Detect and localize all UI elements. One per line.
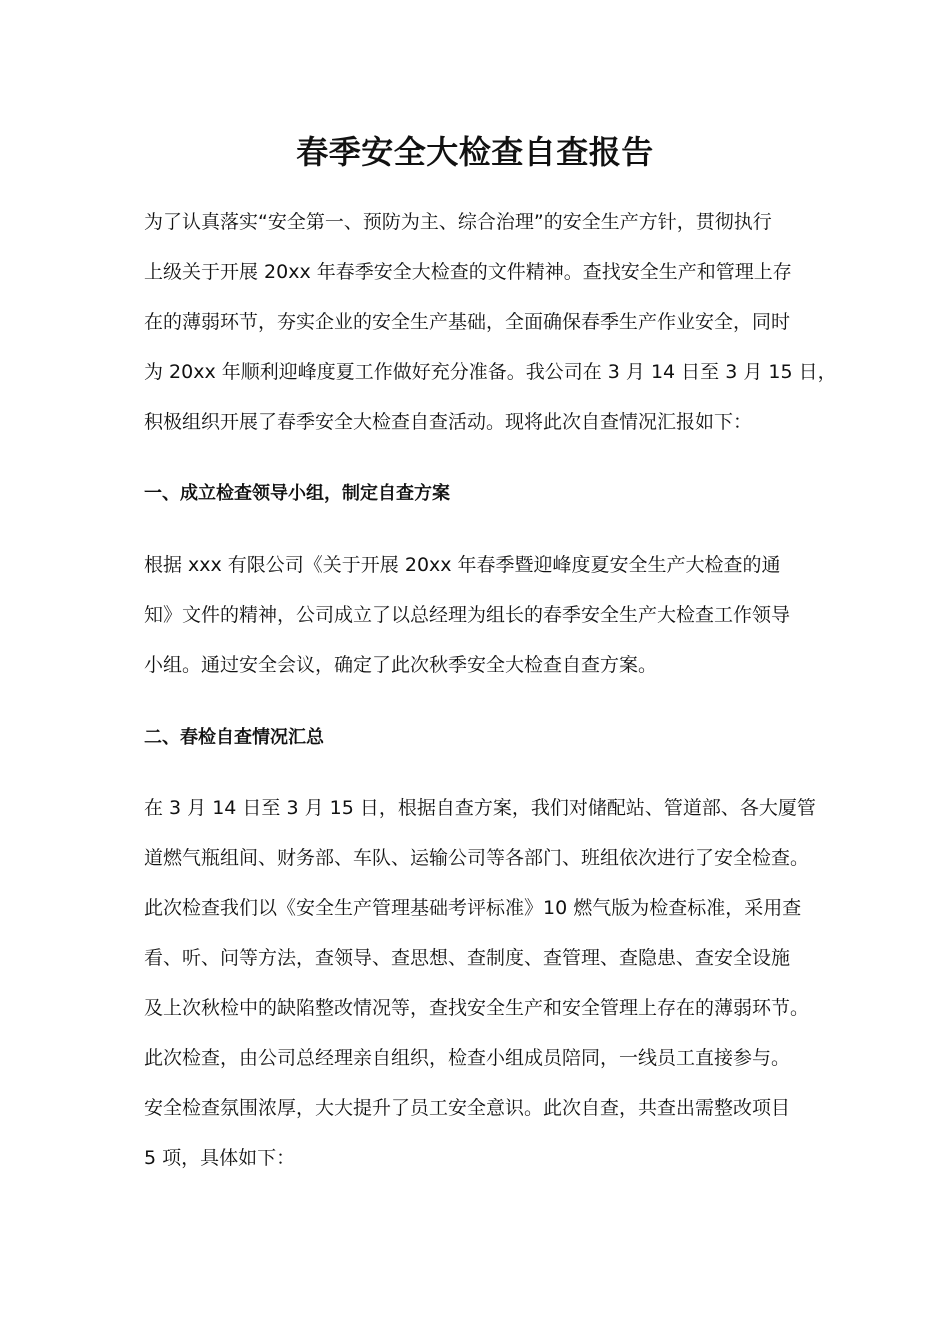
section1-line: 小组。通过安全会议，确定了此次秋季安全大检查自查方案。: [144, 654, 658, 676]
intro-line: 积极组织开展了春季安全大检查自查活动。现将此次自查情况汇报如下：: [144, 411, 753, 433]
section2-line: 及上次秋检中的缺陷整改情况等，查找安全生产和安全管理上存在的薄弱环节。: [144, 997, 810, 1019]
section2-line: 安全检查氛围浓厚，大大提升了员工安全意识。此次自查，共查出需整改项目: [144, 1097, 791, 1119]
intro-line: 为了认真落实“安全第一、预防为主、综合治理”的安全生产方针，贯彻执行: [144, 211, 772, 233]
intro-line: 为 20xx 年顺利迎峰度夏工作做好充分准备。我公司在 3 月 14 日至 3 月 15 日，: [144, 361, 837, 383]
section2-paragraph: [144, 783, 834, 1183]
section1-paragraph: [144, 540, 834, 690]
section1-line: 知》文件的精神，公司成立了以总经理为组长的春季安全生产大检查工作领导: [144, 604, 791, 626]
section2-line: 此次检查，由公司总经理亲自组织，检查小组成员陪同，一线员工直接参与。: [144, 1047, 791, 1069]
section2-line: 5 项，具体如下：: [144, 1147, 296, 1169]
section1-heading: 一、成立检查领导小组，制定自查方案: [144, 483, 450, 504]
section2-line: 此次检查我们以《安全生产管理基础考评标准》10 燃气版为检查标准，采用查: [144, 897, 802, 919]
intro-paragraph: [144, 197, 837, 447]
section1-line: 根据 xxx 有限公司《关于开展 20xx 年春季暨迎峰度夏安全生产大检查的通: [144, 554, 781, 576]
document-title: 春季安全大检查自查报告: [296, 133, 654, 171]
intro-line: 上级关于开展 20xx 年春季安全大检查的文件精神。查找安全生产和管理上存: [144, 261, 792, 283]
section2-line: 在 3 月 14 日至 3 月 15 日，根据自查方案，我们对储配站、管道部、各大厦管: [144, 797, 816, 819]
section2-line: 看、听、问等方法，查领导、查思想、查制度、查管理、查隐患、查安全设施: [144, 947, 791, 969]
section2-line: 道燃气瓶组间、财务部、车队、运输公司等各部门、班组依次进行了安全检查。: [144, 847, 810, 869]
intro-line: 在的薄弱环节，夯实企业的安全生产基础，全面确保春季生产作业安全，同时: [144, 311, 791, 333]
section2-heading: 二、春检自查情况汇总: [144, 727, 324, 748]
